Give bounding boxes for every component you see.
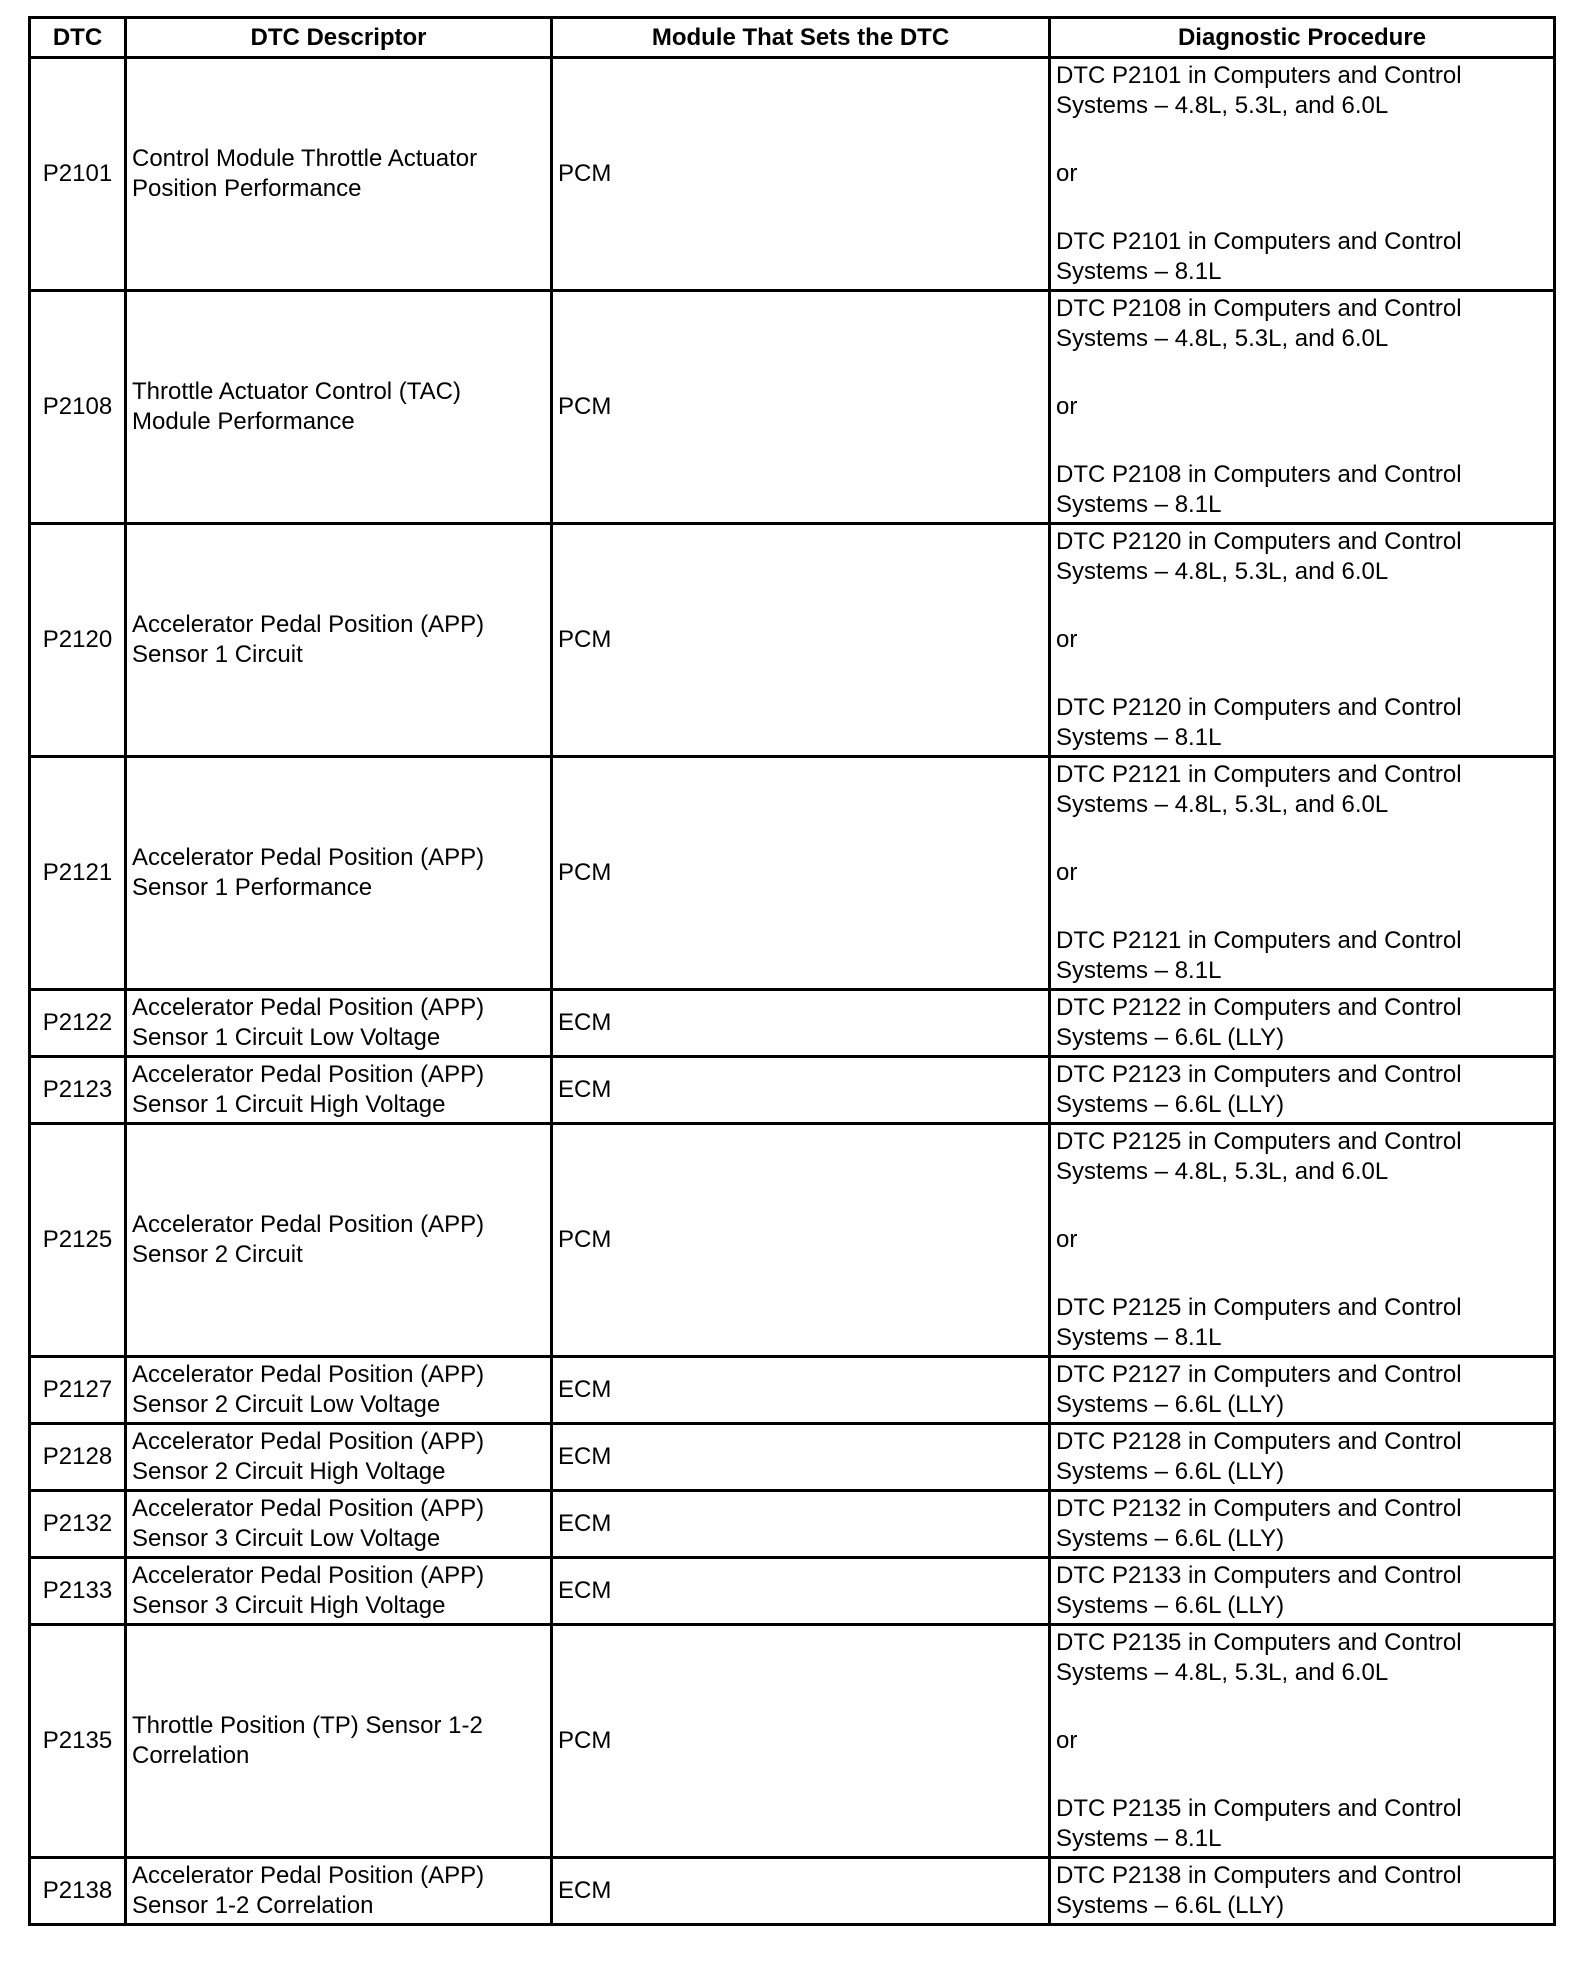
module: PCM xyxy=(552,524,1050,757)
table-row xyxy=(30,1357,1555,1424)
table-header-row xyxy=(30,18,1555,58)
dtc-code: P2123 xyxy=(30,1057,126,1124)
dtc-descriptor: Control Module Throttle Actuator Position Performance xyxy=(126,58,552,291)
module: ECM xyxy=(552,1558,1050,1625)
module: ECM xyxy=(552,1057,1050,1124)
dtc-descriptor: Accelerator Pedal Position (APP) Sensor 1 Circuit High Voltage xyxy=(126,1057,552,1124)
dtc-descriptor: Accelerator Pedal Position (APP) Sensor 2 Circuit High Voltage xyxy=(126,1424,552,1491)
procedure-text: DTC P2135 in Computers and Control Systems – 8.1L xyxy=(1056,1795,1462,1852)
table-row xyxy=(30,1558,1555,1625)
diagnostic-procedure: DTC P2138 in Computers and Control Systems – 6.6L (LLY) xyxy=(1050,1858,1555,1925)
dtc-descriptor: Accelerator Pedal Position (APP) Sensor 2 Circuit Low Voltage xyxy=(126,1357,552,1424)
procedure-text: DTC P2101 in Computers and Control Systems – 8.1L xyxy=(1056,228,1462,285)
module: PCM xyxy=(552,1625,1050,1858)
diagnostic-procedure: DTC P2127 in Computers and Control Systems – 6.6L (LLY) xyxy=(1050,1357,1555,1424)
procedure-text: DTC P2108 in Computers and Control Systems – 8.1L xyxy=(1056,461,1462,518)
table-row xyxy=(30,1858,1555,1925)
module: PCM xyxy=(552,291,1050,524)
procedure-or: or xyxy=(1056,859,1078,886)
procedure-text: DTC P2125 in Computers and Control Systems – 8.1L xyxy=(1056,1294,1462,1351)
diagnostic-procedure xyxy=(1050,1625,1555,1858)
header-dtc: DTC xyxy=(30,18,126,58)
dtc-descriptor: Accelerator Pedal Position (APP) Sensor 1-2 Correlation xyxy=(126,1858,552,1925)
procedure-or: or xyxy=(1056,626,1078,653)
diagnostic-procedure xyxy=(1050,58,1555,291)
dtc-table xyxy=(28,16,1556,1926)
diagnostic-procedure: DTC P2122 in Computers and Control Systems – 6.6L (LLY) xyxy=(1050,990,1555,1057)
procedure-or: or xyxy=(1056,1226,1078,1253)
dtc-code: P2128 xyxy=(30,1424,126,1491)
dtc-descriptor: Accelerator Pedal Position (APP) Sensor 3 Circuit Low Voltage xyxy=(126,1491,552,1558)
table-row xyxy=(30,757,1555,990)
table-row xyxy=(30,291,1555,524)
dtc-descriptor: Accelerator Pedal Position (APP) Sensor 3 Circuit High Voltage xyxy=(126,1558,552,1625)
table-row xyxy=(30,524,1555,757)
dtc-code: P2133 xyxy=(30,1558,126,1625)
module: ECM xyxy=(552,1424,1050,1491)
header-dtc-descriptor: DTC Descriptor xyxy=(126,18,552,58)
procedure-text: DTC P2120 in Computers and Control Systems – 4.8L, 5.3L, and 6.0L xyxy=(1056,528,1462,585)
header-module: Module That Sets the DTC xyxy=(552,18,1050,58)
dtc-code: P2108 xyxy=(30,291,126,524)
table-row xyxy=(30,1124,1555,1357)
diagnostic-procedure xyxy=(1050,757,1555,990)
diagnostic-procedure xyxy=(1050,291,1555,524)
procedure-or: or xyxy=(1056,1727,1078,1754)
procedure-text: DTC P2108 in Computers and Control Systems – 4.8L, 5.3L, and 6.0L xyxy=(1056,295,1462,352)
procedure-text: DTC P2125 in Computers and Control Systems – 4.8L, 5.3L, and 6.0L xyxy=(1056,1128,1462,1185)
diagnostic-procedure xyxy=(1050,524,1555,757)
procedure-or: or xyxy=(1056,393,1078,420)
module: PCM xyxy=(552,1124,1050,1357)
dtc-code: P2135 xyxy=(30,1625,126,1858)
procedure-text: DTC P2120 in Computers and Control Systems – 8.1L xyxy=(1056,694,1462,751)
dtc-code: P2138 xyxy=(30,1858,126,1925)
table-row xyxy=(30,58,1555,291)
diagnostic-procedure xyxy=(1050,1124,1555,1357)
dtc-descriptor: Accelerator Pedal Position (APP) Sensor 1 Circuit xyxy=(126,524,552,757)
diagnostic-procedure: DTC P2123 in Computers and Control Systems – 6.6L (LLY) xyxy=(1050,1057,1555,1124)
dtc-code: P2101 xyxy=(30,58,126,291)
module: ECM xyxy=(552,1858,1050,1925)
dtc-descriptor: Accelerator Pedal Position (APP) Sensor 2 Circuit xyxy=(126,1124,552,1357)
dtc-code: P2125 xyxy=(30,1124,126,1357)
table-row xyxy=(30,990,1555,1057)
diagnostic-procedure: DTC P2133 in Computers and Control Systems – 6.6L (LLY) xyxy=(1050,1558,1555,1625)
procedure-text: DTC P2121 in Computers and Control Systems – 4.8L, 5.3L, and 6.0L xyxy=(1056,761,1462,818)
dtc-descriptor: Accelerator Pedal Position (APP) Sensor 1 Performance xyxy=(126,757,552,990)
dtc-descriptor: Throttle Actuator Control (TAC) Module Performance xyxy=(126,291,552,524)
dtc-descriptor: Throttle Position (TP) Sensor 1-2 Correlation xyxy=(126,1625,552,1858)
dtc-code: P2120 xyxy=(30,524,126,757)
procedure-text: DTC P2135 in Computers and Control Systems – 4.8L, 5.3L, and 6.0L xyxy=(1056,1629,1462,1686)
module: ECM xyxy=(552,1491,1050,1558)
diagnostic-procedure: DTC P2132 in Computers and Control Systems – 6.6L (LLY) xyxy=(1050,1491,1555,1558)
module: ECM xyxy=(552,1357,1050,1424)
table-row xyxy=(30,1625,1555,1858)
table-row xyxy=(30,1491,1555,1558)
procedure-text: DTC P2101 in Computers and Control Systems – 4.8L, 5.3L, and 6.0L xyxy=(1056,62,1462,119)
dtc-code: P2132 xyxy=(30,1491,126,1558)
diagnostic-procedure: DTC P2128 in Computers and Control Systems – 6.6L (LLY) xyxy=(1050,1424,1555,1491)
dtc-descriptor: Accelerator Pedal Position (APP) Sensor 1 Circuit Low Voltage xyxy=(126,990,552,1057)
table-row xyxy=(30,1057,1555,1124)
table-row xyxy=(30,1424,1555,1491)
procedure-text: DTC P2121 in Computers and Control Systems – 8.1L xyxy=(1056,927,1462,984)
dtc-code: P2127 xyxy=(30,1357,126,1424)
module: PCM xyxy=(552,58,1050,291)
module: PCM xyxy=(552,757,1050,990)
dtc-code: P2122 xyxy=(30,990,126,1057)
procedure-or: or xyxy=(1056,160,1078,187)
dtc-code: P2121 xyxy=(30,757,126,990)
header-diagnostic-procedure: Diagnostic Procedure xyxy=(1050,18,1555,58)
module: ECM xyxy=(552,990,1050,1057)
